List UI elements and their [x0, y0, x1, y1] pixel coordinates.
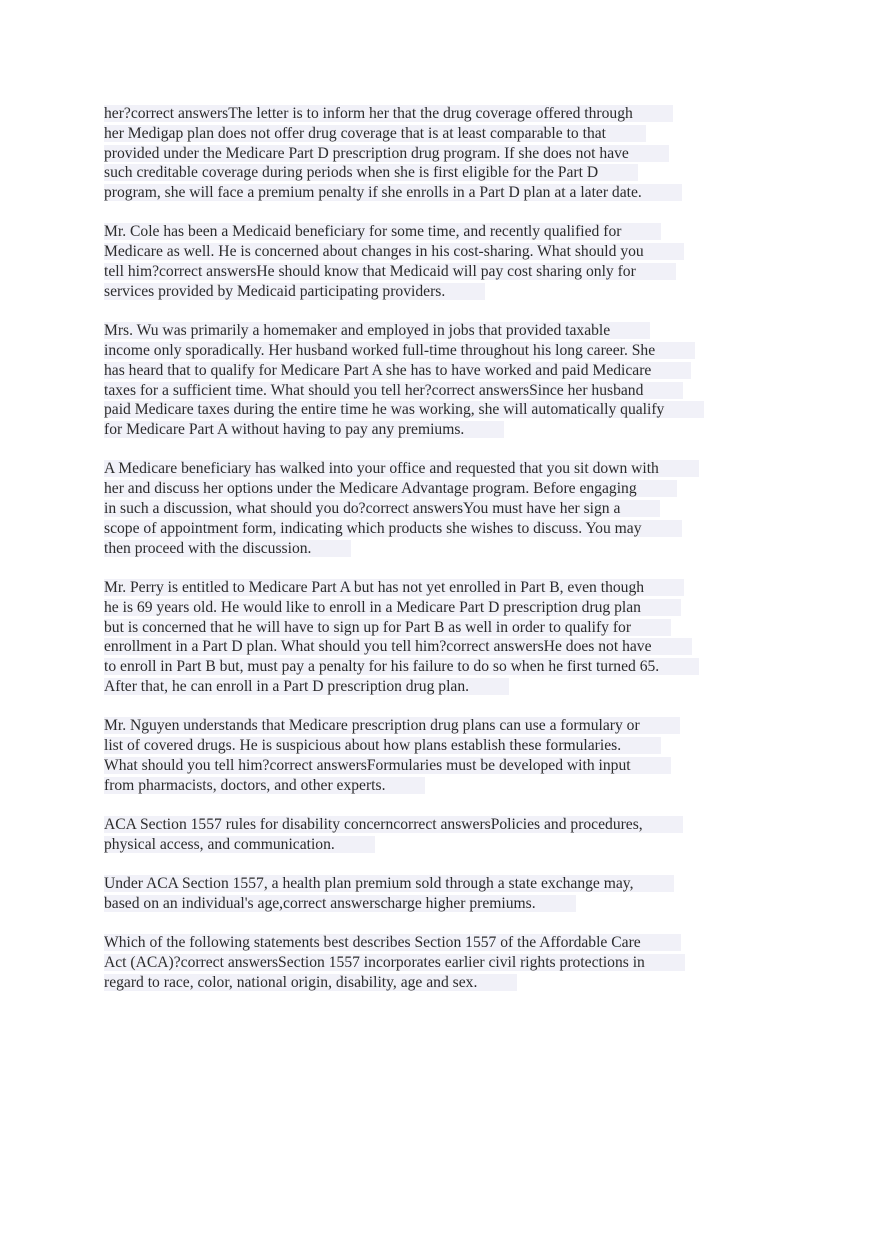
text-line — [104, 874, 784, 894]
text-line — [104, 578, 784, 598]
text-line — [104, 499, 784, 519]
qa-paragraph — [104, 104, 784, 203]
text-line-content: After that, he can enroll in a Part D prescription drug plan. — [104, 678, 509, 695]
text-line — [104, 953, 784, 973]
text-line-content: taxes for a sufficient time. What should you tell her?correct answersSince her husband — [104, 382, 683, 399]
text-line — [104, 539, 784, 559]
text-line — [104, 381, 784, 401]
text-line — [104, 973, 784, 993]
text-line — [104, 637, 784, 657]
qa-paragraph — [104, 459, 784, 558]
text-line-content: Act (ACA)?correct answersSection 1557 incorporates earlier civil rights protections in — [104, 954, 685, 971]
text-line-content: What should you tell him?correct answersFormularies must be developed with input — [104, 757, 671, 774]
qa-paragraph — [104, 933, 784, 992]
text-line-content: he is 69 years old. He would like to enroll in a Medicare Part D prescription drug plan — [104, 599, 681, 616]
text-line-content: from pharmacists, doctors, and other experts. — [104, 777, 425, 794]
text-line — [104, 736, 784, 756]
text-line — [104, 519, 784, 539]
text-line-content: her?correct answersThe letter is to inform her that the drug coverage offered through — [104, 105, 673, 122]
text-line — [104, 657, 784, 677]
qa-paragraph — [104, 321, 784, 440]
text-line — [104, 282, 784, 302]
text-line-content: Mr. Perry is entitled to Medicare Part A but has not yet enrolled in Part B, even though — [104, 579, 684, 596]
text-line — [104, 677, 784, 697]
text-line-content: enrollment in a Part D plan. What should you tell him?correct answersHe does not have — [104, 638, 692, 655]
text-line — [104, 124, 784, 144]
text-line-content: list of covered drugs. He is suspicious about how plans establish these formularies. — [104, 737, 661, 754]
text-line — [104, 598, 784, 618]
text-line-content: Medicare as well. He is concerned about changes in his cost-sharing. What should you — [104, 243, 684, 260]
text-line — [104, 420, 784, 440]
text-line-content: provided under the Medicare Part D prescription drug program. If she does not have — [104, 145, 669, 162]
text-line-content: tell him?correct answersHe should know that Medicaid will pay cost sharing only for — [104, 263, 676, 280]
text-line-content: but is concerned that he will have to sign up for Part B as well in order to qualify for — [104, 619, 671, 636]
qa-paragraph — [104, 815, 784, 855]
text-line-content: Mr. Nguyen understands that Medicare prescription drug plans can use a formulary or — [104, 717, 680, 734]
text-line-content: to enroll in Part B but, must pay a penalty for his failure to do so when he first turned 65. — [104, 658, 699, 675]
text-line — [104, 104, 784, 124]
qa-paragraph — [104, 222, 784, 301]
text-line-content: regard to race, color, national origin, disability, age and sex. — [104, 974, 517, 991]
text-line-content: Mrs. Wu was primarily a homemaker and employed in jobs that provided taxable — [104, 322, 650, 339]
text-line — [104, 222, 784, 242]
qa-paragraph — [104, 578, 784, 697]
text-line-content: such creditable coverage during periods when she is first eligible for the Part D — [104, 164, 638, 181]
text-line-content: has heard that to qualify for Medicare Part A she has to have worked and paid Medicare — [104, 362, 691, 379]
text-line — [104, 479, 784, 499]
text-line-content: income only sporadically. Her husband worked full-time throughout his long career. She — [104, 342, 695, 359]
text-line — [104, 459, 784, 479]
text-line-content: program, she will face a premium penalty if she enrolls in a Part D plan at a later date. — [104, 184, 682, 201]
text-line-content: for Medicare Part A without having to pay any premiums. — [104, 421, 504, 438]
text-line — [104, 321, 784, 341]
text-line — [104, 262, 784, 282]
text-line — [104, 716, 784, 736]
qa-paragraph — [104, 716, 784, 795]
text-line — [104, 163, 784, 183]
text-line — [104, 400, 784, 420]
text-line-content: her and discuss her options under the Medicare Advantage program. Before engaging — [104, 480, 677, 497]
text-line — [104, 341, 784, 361]
text-line-content: services provided by Medicaid participating providers. — [104, 283, 485, 300]
text-line-content: Which of the following statements best describes Section 1557 of the Affordable Care — [104, 934, 681, 951]
text-line — [104, 776, 784, 796]
text-line-content: Under ACA Section 1557, a health plan premium sold through a state exchange may, — [104, 875, 674, 892]
text-line — [104, 242, 784, 262]
text-line-content: ACA Section 1557 rules for disability concerncorrect answersPolicies and procedures, — [104, 816, 683, 833]
text-line-content: physical access, and communication. — [104, 836, 375, 853]
text-line-content: her Medigap plan does not offer drug coverage that is at least comparable to that — [104, 125, 646, 142]
text-line-content: A Medicare beneficiary has walked into your office and requested that you sit down with — [104, 460, 699, 477]
text-line — [104, 756, 784, 776]
text-line-content: based on an individual's age,correct answerscharge higher premiums. — [104, 895, 576, 912]
text-line — [104, 361, 784, 381]
text-line-content: then proceed with the discussion. — [104, 540, 351, 557]
text-line-content: Mr. Cole has been a Medicaid beneficiary for some time, and recently qualified for — [104, 223, 661, 240]
text-line-content: paid Medicare taxes during the entire time he was working, she will automatically qualify — [104, 401, 704, 418]
text-line — [104, 933, 784, 953]
document-body — [104, 104, 784, 1012]
text-line — [104, 144, 784, 164]
text-line-content: in such a discussion, what should you do?correct answersYou must have her sign a — [104, 500, 660, 517]
text-line — [104, 894, 784, 914]
text-line — [104, 618, 784, 638]
text-line — [104, 815, 784, 835]
text-line — [104, 835, 784, 855]
qa-paragraph — [104, 874, 784, 914]
text-line — [104, 183, 784, 203]
text-line-content: scope of appointment form, indicating which products she wishes to discuss. You may — [104, 520, 682, 537]
